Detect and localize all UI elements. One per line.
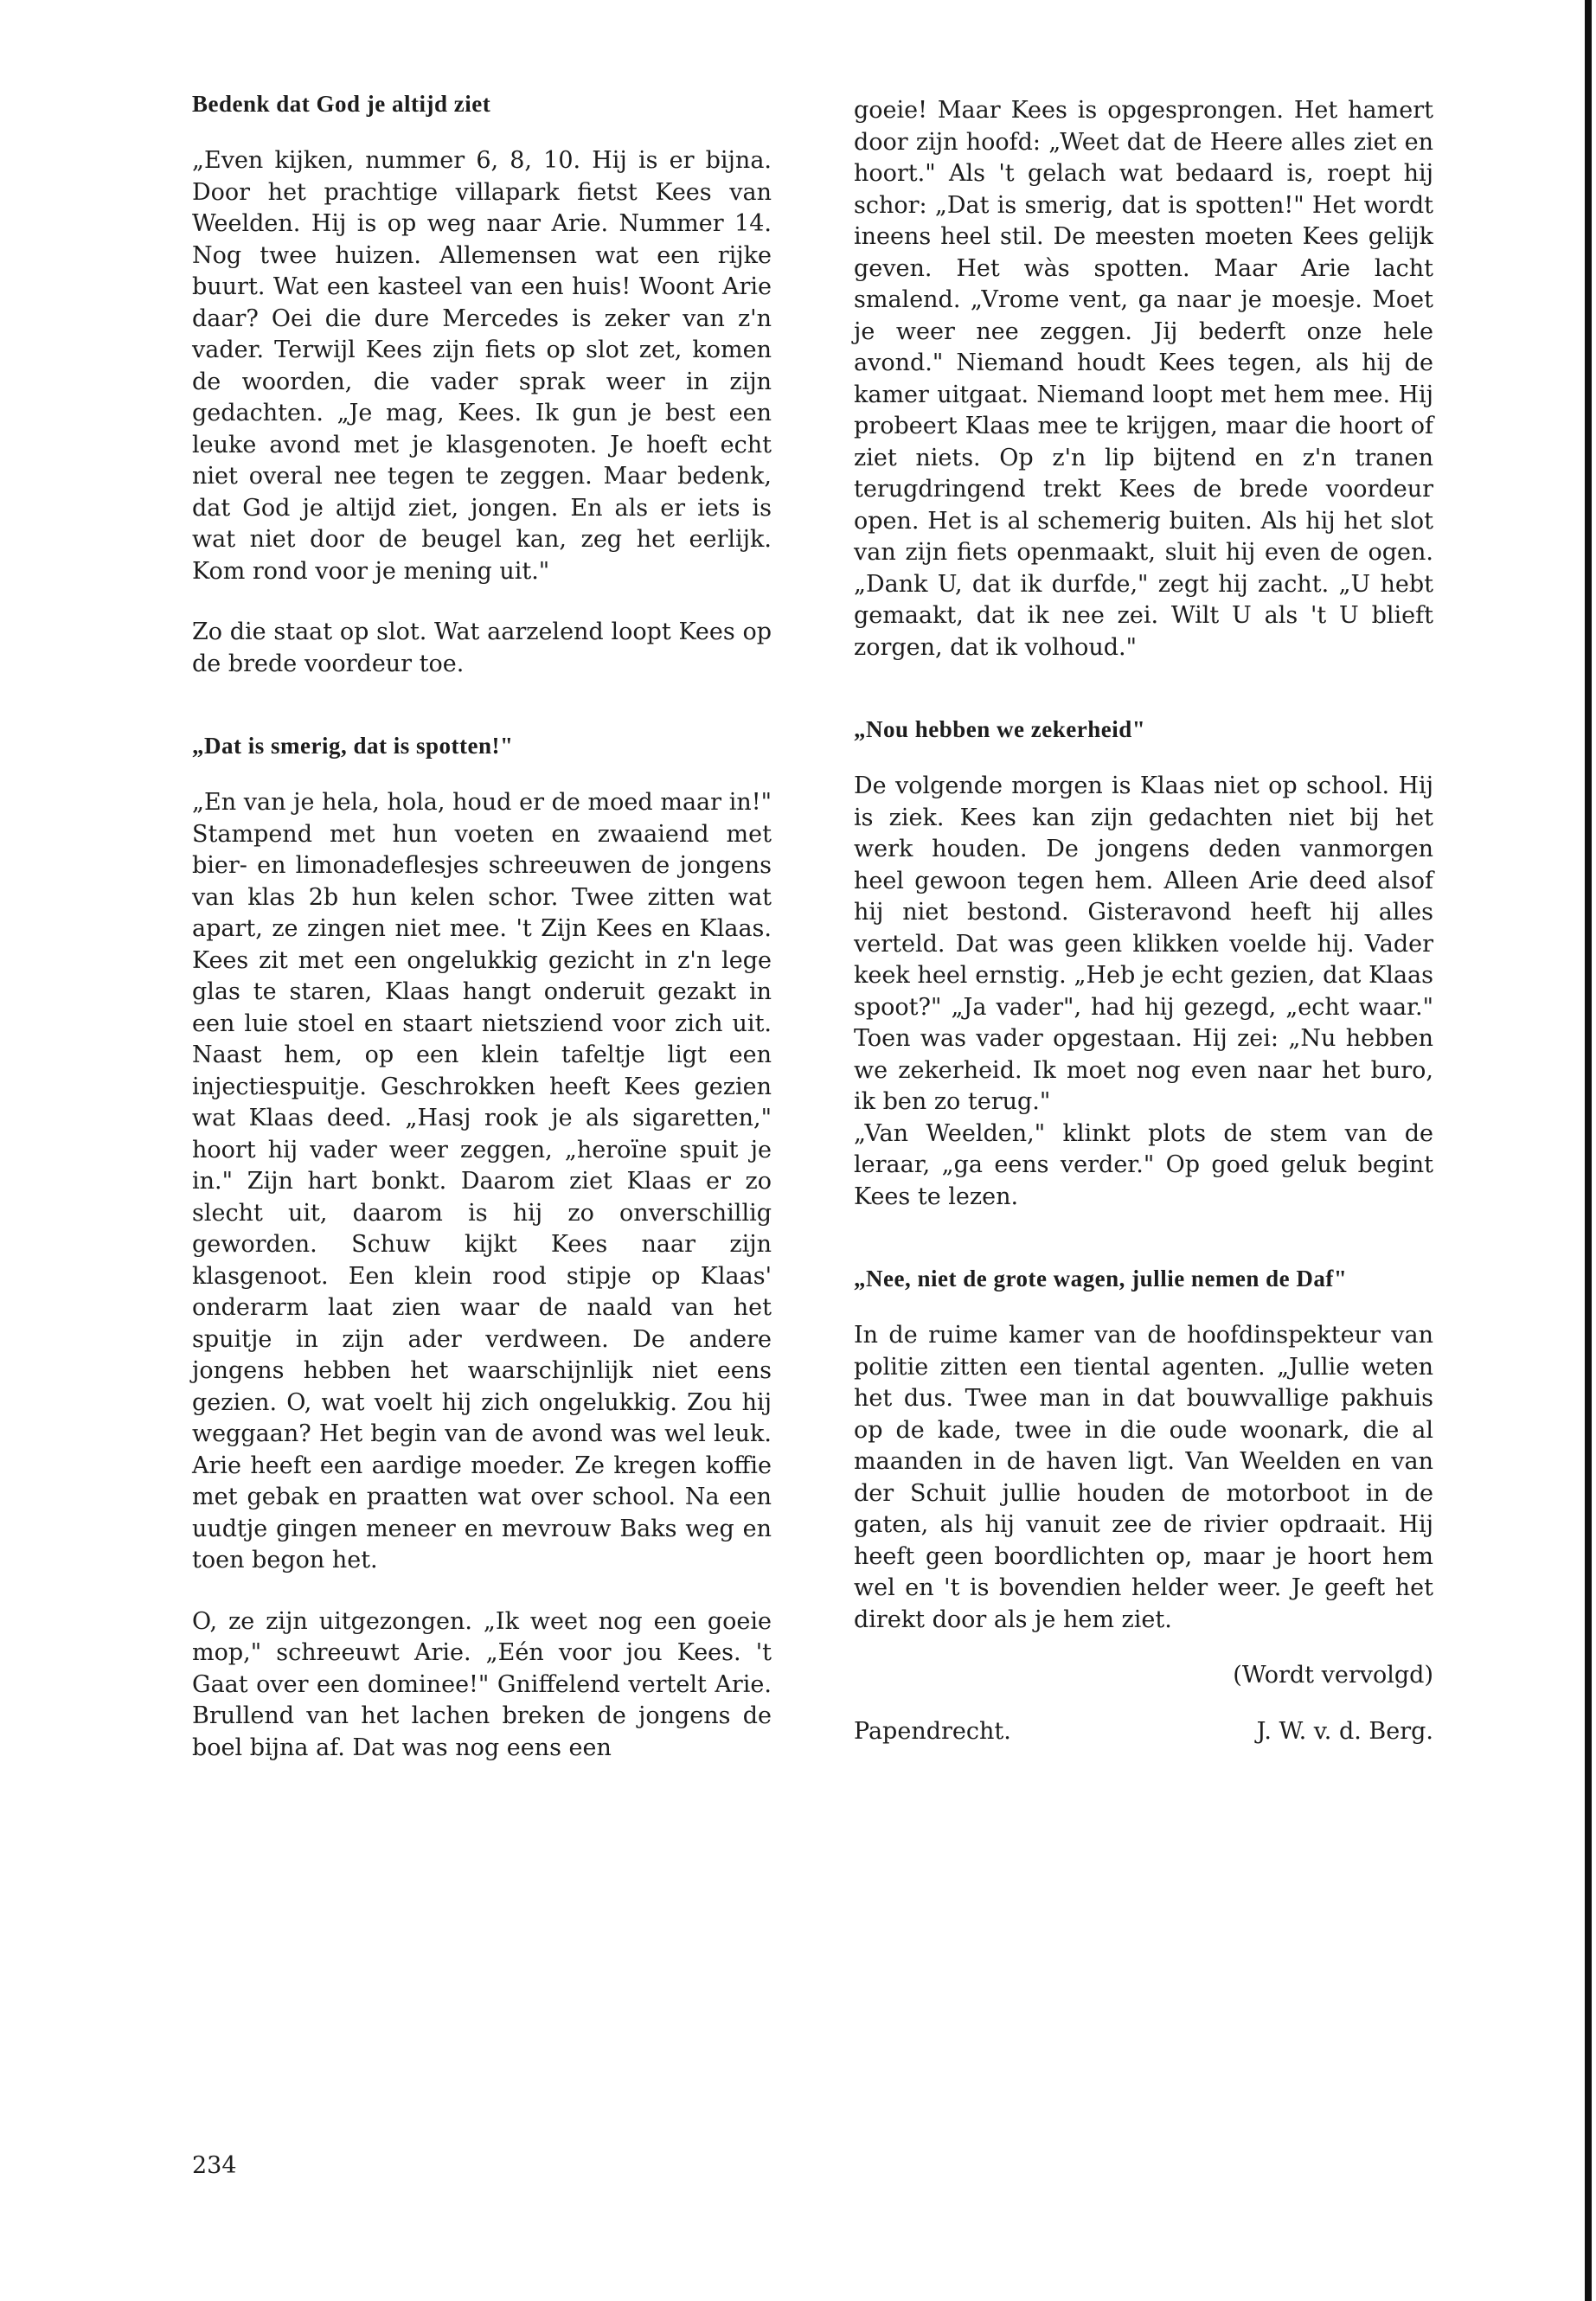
section-heading: „Nee, niet de grote wagen, jullie nemen de Daf" bbox=[854, 1266, 1348, 1292]
left-column bbox=[192, 87, 772, 1764]
continued-note: (Wordt vervolgd) bbox=[1233, 1662, 1433, 1689]
paragraph: O, ze zijn uitgezongen. „Ik weet nog een goeie mop," schreeuwt Arie. „Eén voor jou Kees. 't Gaat over een dominee!" Gniffelend vertelt Arie. Brullend van het lachen breken de jongens de boel bijna af. Dat was nog eens een bbox=[192, 1607, 772, 1761]
paragraph: „Van Weelden," klinkt plots de stem van de leraar, „ga eens verder." Op goed geluk begint Kees te lezen. bbox=[854, 1119, 1433, 1210]
paragraph: De volgende morgen is Klaas niet op school. Hij is ziek. Kees kan zijn gedachten niet bij het werk houden. De jongens deden vanmorgen heel gewoon tegen hem. Alleen Arie deed alsof hij niet bestond. Gisteravond heeft hij alles verteld. Dat was geen klikken voelde hij. Vader keek heel ernstig. „Heb je echt gezien, dat Klaas spoot?" „Ja vader", had hij gezegd, „echt waar." Toen was vader opgestaan. Hij zei: „Nu hebben we zekerheid. Ik moet nog even naar het buro, ik ben zo terug." bbox=[854, 772, 1433, 1115]
section-heading: „Dat is smerig, dat is spotten!" bbox=[192, 733, 514, 759]
right-column bbox=[854, 95, 1433, 1747]
page-number: 234 bbox=[192, 2152, 237, 2179]
paragraph: In de ruime kamer van de hoofdinspekteur van politie zitten een tiental agenten. „Jullie weten het dus. Twee man in dat bouwvallige pakhuis op de kade, twee in die oude woonark, die al maanden in de haven ligt. Van Weelden en van der Schuit jullie houden de motorboot in de gaten, als hij vanuit zee de rivier opdraait. Hij heeft geen boordlichten op, maar je hoort hem wel en 't is bovendien helder weer. Je geeft het direkt door als je hem ziet. bbox=[854, 1322, 1433, 1633]
signature-line bbox=[854, 1716, 1433, 1748]
section-heading: Bedenk dat God je altijd ziet bbox=[192, 91, 491, 117]
paragraph: goeie! Maar Kees is opgesprongen. Het hamert door zijn hoofd: „Weet dat de Heere alles ziet en hoort." Als 't gelach wat bedaard is, roept hij schor: „Dat is smerig, dat is spotten!" Het wordt ineens heel stil. De meesten moeten Kees gelijk geven. Het wàs spotten. Maar Arie lacht smalend. „Vrome vent, ga naar je moesje. Moet je weer nee zeggen. Jij bederft onze hele avond." Niemand houdt Kees tegen, als hij de kamer uitgaat. Niemand loopt met hem mee. Hij probeert Klaas mee te krijgen, maar die hoort of ziet niets. Op z'n lip bijtend en z'n tranen terugdringend trekt Kees de brede voordeur open. Het is al schemerig buiten. Als hij het slot van zijn fiets openmaakt, sluit hij even de ogen. „Dank U, dat ik durfde," zegt hij zacht. „U hebt gemaakt, dat ik nee zei. Wilt U als 't U blieft zorgen, dat ik volhoud." bbox=[854, 97, 1433, 661]
scan-edge-bar bbox=[1585, 0, 1592, 2301]
paragraph: „Even kijken, nummer 6, 8, 10. Hij is er bijna. Door het prachtige villapark fietst Kees van Weelden. Hij is op weg naar Arie. Nummer 14. Nog twee huizen. Allemensen wat een rijke buurt. Wat een kasteel van een huis! Woont Arie daar? Oei die dure Mercedes is zeker van z'n vader. Terwijl Kees zijn fiets op slot zet, komen de woorden, die vader sprak weer in zijn gedachten. „Je mag, Kees. Ik gun je best een leuke avond met je klasgenoten. Je hoeft echt niet overal nee tegen te zeggen. Maar bedenk, dat God je altijd ziet, jongen. En als er iets is wat niet door de beugel kan, zeg het eerlijk. Kom rond voor je mening uit." bbox=[192, 147, 772, 585]
paragraph: Zo die staat op slot. Wat aarzelend loopt Kees op de brede voordeur toe. bbox=[192, 619, 772, 677]
section-heading: „Nou hebben we zekerheid" bbox=[854, 716, 1146, 742]
author-name: J. W. v. d. Berg. bbox=[1256, 1717, 1433, 1745]
paragraph: „En van je hela, hola, houd er de moed maar in!" Stampend met hun voeten en zwaaiend met bier- en limonadeflesjes schreeuwen de jongens van klas 2b hun kelen schor. Twee zitten wat apart, ze zingen niet mee. 't Zijn Kees en Klaas. Kees zit met een ongelukkig gezicht in z'n lege glas te staren, Klaas hangt onderuit gezakt in een luie stoel en staart nietsziend voor zich uit. Naast hem, op een klein tafeltje ligt een injectiespuitje. Geschrokken heeft Kees gezien wat Klaas deed. „Hasj rook je als sigaretten," hoort hij vader weer zeggen, „heroïne spuit je in." Zijn hart bonkt. Daarom ziet Klaas er zo slecht uit, daarom is hij zo onverschillig geworden. Schuw kijkt Kees naar zijn klasgenoot. Een klein rood stipje op Klaas' onderarm laat zien waar de naald van het spuitje in zijn ader verdween. De andere jongens hebben het waarschijnlijk niet eens gezien. O, wat voelt hij zich ongelukkig. Zou hij weggaan? Het begin van de avond was wel leuk. Arie heeft een aardige moeder. Ze kregen koffie met gebak en praatten wat over school. Na een uudtje gingen meneer en mevrouw Baks weg en toen begon het. bbox=[192, 789, 772, 1574]
place-name: Papendrecht. bbox=[854, 1717, 1011, 1745]
